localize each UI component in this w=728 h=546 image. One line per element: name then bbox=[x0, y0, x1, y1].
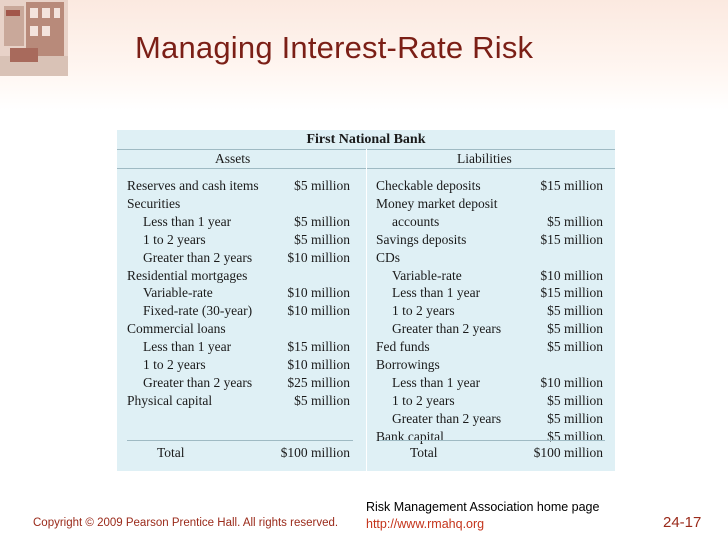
asset-value: $5 million bbox=[294, 213, 350, 229]
asset-row bbox=[117, 392, 366, 410]
asset-row bbox=[117, 374, 366, 392]
asset-row bbox=[117, 320, 366, 338]
asset-value: $15 million bbox=[287, 339, 350, 355]
liability-label: 1 to 2 years bbox=[392, 303, 455, 319]
liability-label: 1 to 2 years bbox=[392, 392, 455, 408]
liability-value: $5 million bbox=[547, 410, 603, 426]
bank-building-logo bbox=[0, 0, 68, 76]
liability-value: $5 million bbox=[547, 339, 603, 355]
asset-label: Variable-rate bbox=[143, 285, 213, 301]
liability-label: Checkable deposits bbox=[376, 178, 481, 193]
asset-label: Fixed-rate (30-year) bbox=[143, 303, 253, 319]
page-title: Managing Interest-Rate Risk bbox=[135, 30, 534, 65]
liability-row bbox=[366, 374, 615, 392]
liability-value: $15 million bbox=[540, 285, 603, 301]
liability-row bbox=[366, 356, 615, 374]
liability-row bbox=[366, 249, 615, 267]
liability-value: $5 million bbox=[547, 303, 603, 319]
liability-row bbox=[366, 410, 615, 428]
asset-label: Less than 1 year bbox=[143, 213, 232, 229]
asset-label: Residential mortgages bbox=[127, 267, 248, 283]
asset-value: $5 million bbox=[294, 392, 350, 408]
liabilities-total-row bbox=[366, 444, 615, 462]
asset-row bbox=[117, 195, 366, 213]
asset-value: $5 million bbox=[294, 231, 350, 247]
asset-label: Commercial loans bbox=[127, 321, 226, 337]
liability-label: Greater than 2 years bbox=[392, 410, 502, 426]
liabilities-total-label: Total bbox=[410, 445, 438, 460]
asset-label: Reserves and cash items bbox=[127, 178, 259, 193]
liability-row bbox=[366, 302, 615, 320]
liability-label: Less than 1 year bbox=[392, 374, 481, 390]
asset-label: Less than 1 year bbox=[143, 339, 232, 355]
balance-sheet-table bbox=[117, 130, 615, 471]
liability-row bbox=[366, 284, 615, 302]
liability-row bbox=[366, 177, 615, 195]
asset-label: 1 to 2 years bbox=[143, 357, 206, 372]
asset-label: Greater than 2 years bbox=[143, 374, 253, 390]
asset-value: $10 million bbox=[287, 303, 350, 319]
liability-label: accounts bbox=[392, 213, 440, 229]
assets-total-rule bbox=[127, 440, 353, 441]
liability-row bbox=[366, 428, 615, 446]
assets-total-row bbox=[117, 444, 366, 462]
liability-row bbox=[366, 267, 615, 285]
liability-value: $10 million bbox=[540, 267, 603, 283]
asset-label: Securities bbox=[127, 195, 181, 211]
asset-value: $25 million bbox=[287, 374, 350, 390]
assets-header: Assets bbox=[215, 151, 251, 166]
asset-value: $10 million bbox=[287, 249, 350, 265]
assets-total-label: Total bbox=[157, 445, 185, 460]
liability-row bbox=[366, 195, 615, 213]
liability-label: Variable-rate bbox=[392, 267, 462, 283]
asset-row bbox=[117, 249, 366, 267]
asset-label: Physical capital bbox=[127, 392, 213, 408]
liability-value: $5 million bbox=[547, 321, 603, 337]
asset-row bbox=[117, 338, 366, 356]
asset-value: $10 million bbox=[287, 285, 350, 301]
asset-row bbox=[117, 177, 366, 195]
asset-row bbox=[117, 231, 366, 249]
liability-row bbox=[366, 320, 615, 338]
liability-row bbox=[366, 213, 615, 231]
liability-row bbox=[366, 392, 615, 410]
asset-row bbox=[117, 356, 366, 374]
link-caption: Risk Management Association home page bbox=[366, 500, 600, 514]
rma-link[interactable]: http://www.rmahq.org bbox=[366, 517, 485, 531]
liability-value: $15 million bbox=[540, 178, 603, 193]
liability-value: $5 million bbox=[547, 213, 603, 229]
assets-total-value: $100 million bbox=[280, 445, 350, 460]
asset-value: $10 million bbox=[287, 357, 350, 372]
asset-label: 1 to 2 years bbox=[143, 231, 206, 247]
liability-row bbox=[366, 231, 615, 249]
asset-value: $5 million bbox=[294, 178, 350, 193]
liability-value: $5 million bbox=[547, 428, 603, 444]
asset-row bbox=[117, 284, 366, 302]
liability-label: Fed funds bbox=[376, 339, 430, 355]
liability-row bbox=[366, 338, 615, 356]
asset-row bbox=[117, 302, 366, 320]
liabilities-total-rule bbox=[379, 440, 605, 441]
slide-number: 24-17 bbox=[663, 514, 702, 531]
liability-value: $15 million bbox=[540, 231, 603, 247]
liability-value: $5 million bbox=[547, 392, 603, 408]
liabilities-header: Liabilities bbox=[457, 151, 512, 166]
bank-name: First National Bank bbox=[306, 132, 426, 147]
asset-row bbox=[117, 267, 366, 285]
liability-label: Less than 1 year bbox=[392, 285, 481, 301]
asset-row bbox=[117, 213, 366, 231]
copyright-notice: Copyright © 2009 Pearson Prentice Hall. All rights reserved. bbox=[33, 517, 339, 529]
liabilities-total-value: $100 million bbox=[533, 445, 603, 460]
liability-value: $10 million bbox=[540, 374, 603, 390]
liability-label: Bank capital bbox=[376, 428, 444, 444]
liability-label: Money market deposit bbox=[376, 195, 498, 211]
asset-label: Greater than 2 years bbox=[143, 249, 253, 265]
liability-label: CDs bbox=[376, 249, 401, 265]
liability-label: Greater than 2 years bbox=[392, 321, 502, 337]
liability-label: Savings deposits bbox=[376, 231, 467, 247]
liability-label: Borrowings bbox=[376, 357, 440, 372]
